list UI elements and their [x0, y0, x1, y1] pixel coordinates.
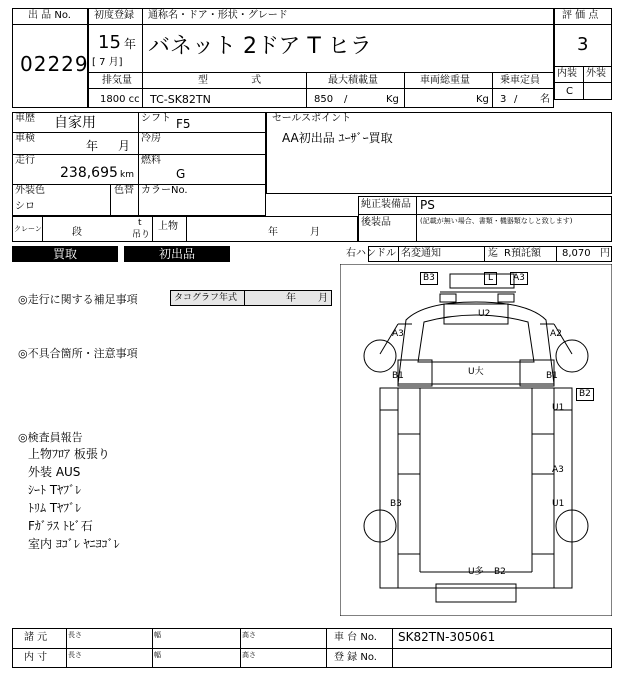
- body-month-unit: 月: [310, 227, 320, 238]
- mark-u-large: U大: [468, 367, 484, 377]
- gross-weight-unit: Kg: [476, 94, 489, 105]
- body-label: 上物: [158, 221, 178, 232]
- inspector-line: 上物ﾌﾛｱ 板張り: [28, 447, 110, 461]
- spec-row-label: 諸 元: [24, 632, 48, 643]
- gross-weight-label: 車両総重量: [420, 75, 470, 86]
- length-label: 長さ: [68, 651, 82, 659]
- inspector-line: Fｶﾞﾗｽ ﾄﾋﾞ石: [28, 519, 93, 533]
- first-reg-month: [ 7 月]: [92, 57, 123, 68]
- mileage: 238,695: [60, 165, 118, 181]
- mark-u2: U2: [478, 309, 491, 319]
- mark-b2-bottom: B2: [494, 567, 506, 577]
- width-label: 幅: [154, 631, 161, 639]
- model-code: TC-SK82TN: [150, 93, 211, 106]
- mark-l-top: L: [484, 272, 497, 285]
- score: 3: [577, 34, 589, 55]
- r-deposit-value: 8,070: [562, 248, 591, 259]
- mark-u-many: U多: [468, 567, 484, 577]
- rhd: 右ハンドル: [346, 248, 396, 259]
- lot-no: 02229: [20, 52, 89, 76]
- r-deposit-label: R預託額: [504, 248, 541, 259]
- tacho-year-unit: 年: [286, 293, 296, 304]
- model-code-label: 型 式: [198, 75, 282, 86]
- chassis-no: SK82TN-305061: [398, 630, 496, 644]
- inspector-line: 外装 AUS: [28, 465, 81, 479]
- first-listing-badge: 初出品: [124, 246, 230, 262]
- mark-a3-right: A3: [552, 465, 564, 475]
- first-reg-year: 15: [98, 32, 121, 53]
- color-no-label: 色替: [114, 185, 134, 196]
- width-label: 幅: [154, 651, 161, 659]
- oem-label: 純正装備品: [361, 199, 411, 210]
- mark-a2-right: A2: [550, 329, 562, 339]
- mark-b3-top: B3: [420, 272, 438, 285]
- defects-title: ◎不具合箇所・注意事項: [18, 347, 138, 360]
- mark-a3-top: A3: [510, 272, 528, 285]
- inspector-title: ◎検査員報告: [18, 431, 83, 444]
- shift-label: シフト: [141, 113, 171, 124]
- mileage-label: 走行: [15, 155, 35, 166]
- first-reg-year-unit: 年: [124, 37, 137, 51]
- capacity-unit: 名: [540, 94, 550, 105]
- chassis-label: 車 台 No.: [334, 632, 377, 643]
- height-label: 高さ: [242, 651, 256, 659]
- capacity: 3: [500, 94, 507, 105]
- displacement: 1800 cc: [100, 94, 140, 105]
- registration-label: 登 録 No.: [334, 652, 377, 663]
- purchase-badge: 買取: [12, 246, 118, 262]
- fuel-label: 燃料: [141, 155, 161, 166]
- crane-label: クレーン: [14, 225, 42, 233]
- usage: 自家用: [54, 115, 96, 131]
- exterior-label: 外装: [586, 68, 606, 79]
- shift: F5: [176, 117, 191, 131]
- fuel: G: [176, 167, 186, 181]
- color-no-label-2: カラーNo.: [141, 185, 188, 196]
- capacity-label: 乗車定員: [500, 75, 540, 86]
- inspector-line: 室内 ﾖｺﾞﾚ ﾔﾆﾖｺﾞﾚ: [28, 537, 120, 551]
- inspector-line: ﾄﾘﾑ Tﾔﾌﾞﾚ: [28, 501, 82, 515]
- mark-u1-right-lower: U1: [552, 499, 565, 509]
- tacho-label: タコグラフ年式: [174, 293, 238, 303]
- crane-stage: 段: [72, 227, 82, 238]
- inspection-year-unit: 年: [86, 139, 99, 153]
- ac-label: 冷房: [141, 133, 161, 144]
- mark-u1-right-upper: U1: [552, 403, 565, 413]
- lot-no-label: 出 品 No.: [28, 10, 71, 21]
- first-reg-label: 初度登録: [94, 10, 134, 21]
- inspection-month-unit: 月: [118, 139, 131, 153]
- height-label: 高さ: [242, 631, 256, 639]
- interior-grade: C: [566, 86, 573, 97]
- mileage-unit: km: [120, 170, 134, 180]
- exterior-color-label: 外装色: [15, 185, 45, 196]
- sales-point-label: セールスポイント: [272, 113, 352, 124]
- r-deposit-unit: 円: [600, 248, 610, 259]
- body-year-unit: 年: [268, 227, 278, 238]
- name-change-label: 名変通知: [401, 248, 441, 259]
- mark-b2-right: B2: [576, 388, 594, 401]
- inspector-line: ｼｰﾄ Tﾔﾌﾞﾚ: [28, 483, 82, 497]
- max-load-unit: Kg: [386, 94, 399, 105]
- exterior-color: シロ: [15, 201, 35, 212]
- model-name: バネット 2ドア T ヒラ: [148, 34, 372, 59]
- crane-ton: t: [138, 218, 142, 228]
- crane-lift: 吊り: [132, 230, 151, 240]
- aftermarket-label: 後装品: [361, 217, 391, 228]
- sales-point-text: AA初出品 ﾕｰｻﾞｰ買取: [282, 131, 393, 145]
- mark-b1-left: B1: [392, 371, 404, 381]
- mark-b1-right: B1: [546, 371, 558, 381]
- mark-b3-left: B3: [390, 499, 402, 509]
- oem-value: PS: [420, 198, 435, 212]
- aftermarket-note: (記載が無い場合、書類・機器類なしと致します): [420, 217, 573, 225]
- inner-row-label: 内 寸: [24, 652, 48, 663]
- deadline-label: 迄: [488, 248, 498, 259]
- supplement-title: ◎走行に関する補足事項: [18, 293, 138, 306]
- displacement-label: 排気量: [102, 75, 132, 86]
- max-load-label: 最大積載量: [328, 75, 378, 86]
- mark-a3-left: A3: [392, 329, 404, 339]
- length-label: 長さ: [68, 631, 82, 639]
- tacho-month-unit: 月: [318, 293, 328, 304]
- score-label: 評 価 点: [562, 10, 599, 21]
- usage-label: 車歴: [15, 113, 35, 124]
- model-name-label: 通称名・ドア・形状・グレード: [148, 10, 288, 21]
- vehicle-diagram: [340, 264, 612, 616]
- interior-label: 内装: [557, 68, 577, 79]
- truck-outline: [340, 264, 612, 616]
- max-load: 850: [314, 94, 334, 105]
- inspection-label: 車検: [15, 133, 35, 144]
